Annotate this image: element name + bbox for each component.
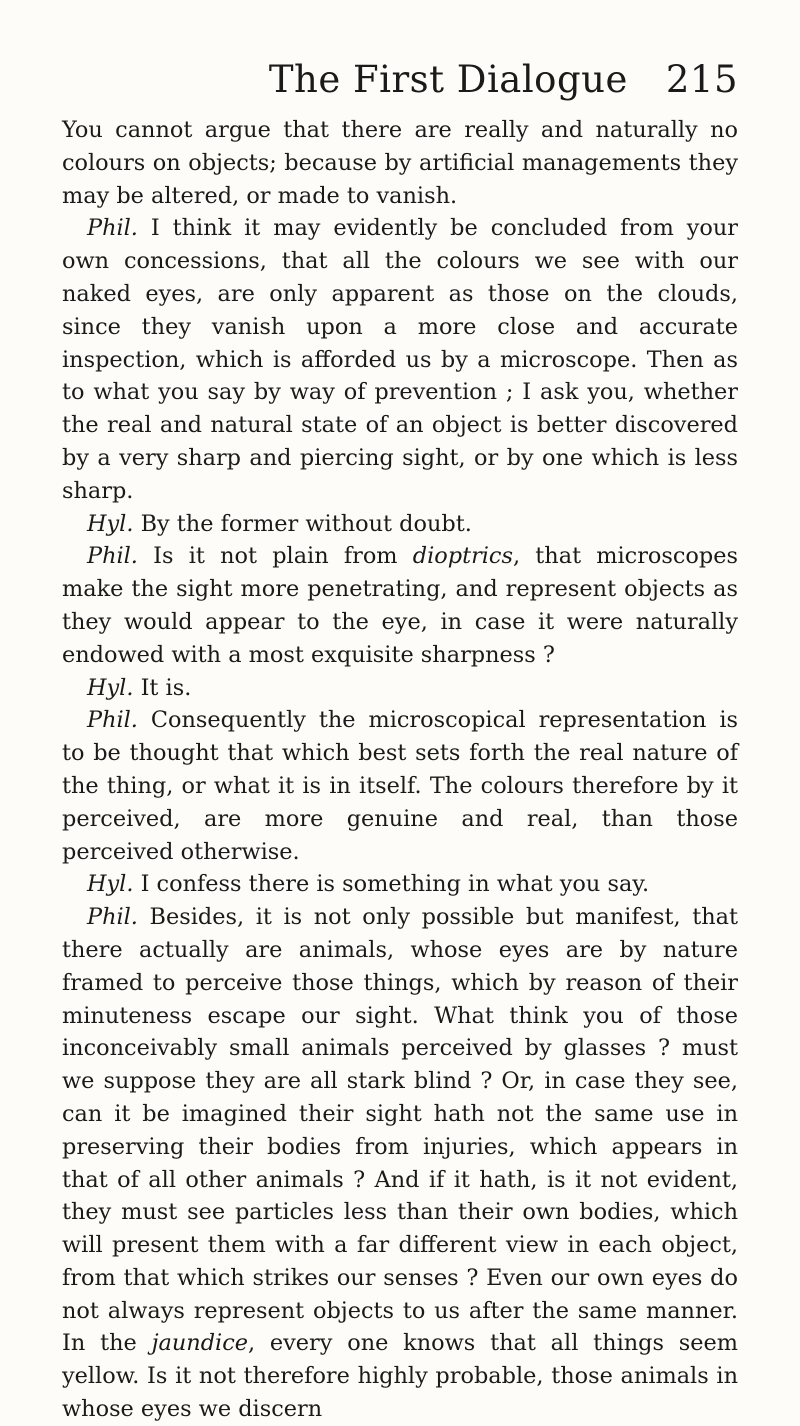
running-title: The First Dialogue [268,58,628,101]
page-number: 215 [665,58,738,101]
paragraph [62,540,738,671]
paragraph [62,868,738,901]
speaker-label: Hyl. [87,871,134,898]
speaker-label: Phil. [87,904,138,931]
paragraph [62,704,738,868]
text-segment: By the former without doubt. [133,510,472,537]
paragraph [62,114,738,212]
text-segment: Consequently the microscopical representation is to be thought that which best sets forth the real nature of the thing, or what it is in itself. The colours therefore by it perceived, are more genuine and real, than those perceived otherwise. [62,707,738,865]
speaker-label: Hyl. [87,510,134,537]
page [62,58,738,1426]
text-segment: You cannot argue that there are really and naturally no colours on objects; because by artificial managements they may be altered, or made to vanish. [62,117,738,209]
italic-term: dioptrics [412,543,513,570]
body-text [62,114,738,1426]
text-segment: , that microscopes make the sight more penetrating, and represent objects as they would appear to the eye, in case it were naturally endowed with a most exquisite sharpness ? [62,543,738,668]
text-segment: It is. [133,674,192,701]
text-segment: Is it not plain from [137,543,413,570]
italic-term: jaundice [151,1330,248,1357]
paragraph [62,672,738,705]
speaker-label: Phil. [87,215,138,242]
paragraph [62,508,738,541]
text-segment: Besides, it is not only possible but manifest, that there actually are animals, whose eyes are by nature framed to perceive those things, which by reason of their minuteness escape our sight. What think you of those inconceivably small animals perceived by glasses ? must we suppose they are all stark blind ? Or, in case they see, can it be imagined their sight hath not the same use in preserving their bodies from injuries, which appears in that of all other animals ? And if it hath, is it not evident, they must see particles less than their own bodies, which will present them with a far different view in each object, from that which strikes our senses ? Even our own eyes do not always represent objects to us after the same manner. In the [62,904,738,1357]
paragraph [62,901,738,1426]
text-segment: I think it may evidently be concluded from your own concessions, that all the colours we see with our naked eyes, are only apparent as those on the clouds, since they vanish upon a more close and accurate inspection, which is afforded us by a microscope. Then as to what you say by way of prevention ; I ask you, whether the real and natural state of an object is better discovered by a very sharp and piercing sight, or by one which is less sharp. [62,215,738,504]
text-segment: , every one knows that all things seem yellow. Is it not therefore highly probable, those animals in whose eyes we discern [62,1330,739,1423]
paragraph [62,212,738,507]
text-segment: I confess there is something in what you say. [133,871,650,898]
running-header [62,58,738,114]
speaker-label: Phil. [87,543,138,570]
speaker-label: Phil. [87,707,138,734]
speaker-label: Hyl. [87,674,134,701]
